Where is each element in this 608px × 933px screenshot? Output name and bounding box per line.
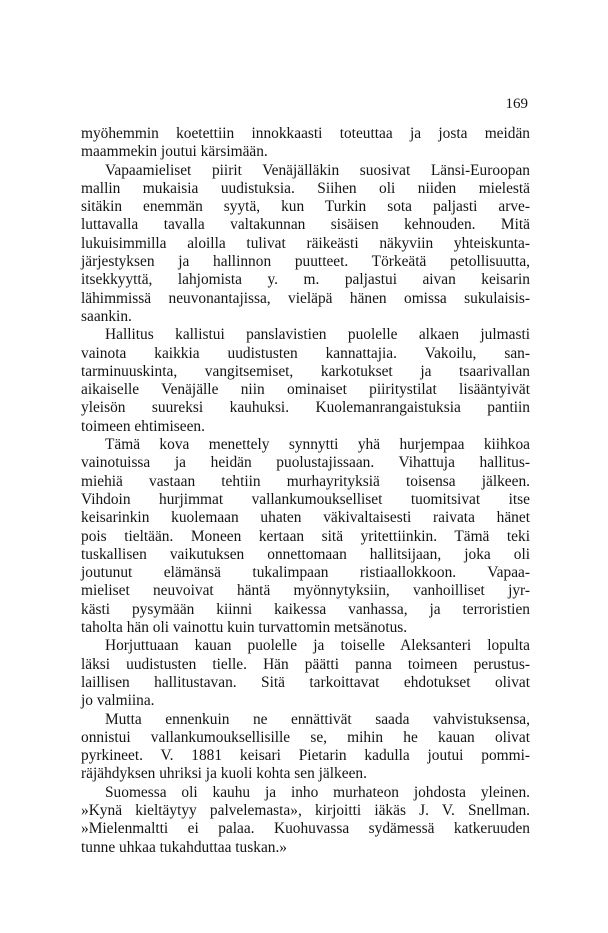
text-line: toimeen ehtimiseen. [81, 417, 205, 435]
page-number: 169 [505, 96, 528, 112]
text-line: myöhemmin koetettiin innokkaasti toteuttaa ja josta meidän [81, 125, 530, 142]
text-line: Mutta ennenkuin ne ennättivät saada vahvistuksensa, [105, 710, 530, 728]
text-line: sitäkin enemmän syytä, kun Turkin sota paljasti arve- [81, 198, 530, 216]
text-line: Vapaamieliset piirit Venäjälläkin suosivat Länsi-Euroopan [105, 161, 530, 179]
text-line: järjestyksen ja hallinnon puutteet. Törkeätä petollisuutta, [81, 253, 530, 271]
text-line: kästi pysymään kiinni kaikessa vanhassa, ja terroristien [81, 600, 530, 618]
text-line: itsekkyyttä, lahjomista y. m. paljastui aivan keisarin [81, 271, 530, 289]
text-line: joutunut elämänsä tukalimpaan ristiaallokkoon. Vapaa- [81, 564, 530, 582]
text-line: vainota kaikkia uudistusten kannattajia. Vakoilu, san- [81, 344, 530, 362]
text-line: mallin mukaisia uudistuksia. Siihen oli niiden mielestä [81, 179, 530, 197]
text-line: luttavalla tavalla valtakunnan sisäisen kehnouden. Mitä [81, 216, 530, 234]
text-line: Hallitus kallistui panslavistien puolelle alkaen julmasti [105, 326, 530, 344]
text-line: yleisön suureksi kauhuksi. Kuolemanrangaistuksia pantiin [81, 399, 530, 417]
text-line: mieliset neuvoivat häntä myönnytyksiin, vanhoilliset jyr- [81, 582, 530, 600]
text-line: lukuisimmilla aloilla tulivat räikeästi näkyviin yhteiskunta- [81, 234, 530, 252]
text-line: laillisen hallitustavan. Sitä tarkoittavat ehdotukset olivat [81, 673, 530, 691]
text-line: onnistui vallankumouksellisille se, mihin he kauan olivat [81, 728, 530, 746]
text-line: miehiä vastaan tehtiin murhayrityksiä toisensa jälkeen. [81, 472, 530, 490]
text-line: taholta hän oli vainottu kuin turvattomin metsänotus. [81, 619, 408, 637]
text-line: räjähdyksen uhriksi ja kuoli kohta sen jälkeen. [81, 765, 367, 783]
text-line: Vihdoin hurjimmat vallankumoukselliset tuomitsivat itse [81, 490, 530, 508]
text-line: jo valmiina. [81, 692, 155, 710]
text-line: läksi uudistusten tielle. Hän päätti panna toimeen perustus- [81, 655, 530, 673]
text-line: maammekin joutui kärsimään. [81, 143, 268, 161]
text-line: Tämä kova menettely synnytti yhä hurjempaa kiihkoa [105, 436, 530, 454]
text-line: pois tieltään. Moneen kertaan sitä yritettiinkin. Tämä teki [81, 527, 530, 545]
text-line: keisarinkin kuolemaan uhaten väkivaltaisesti raivata hänet [81, 509, 530, 527]
text-line: lähimmissä neuvonantajissa, vieläpä hänen omissa sukulaisis- [81, 289, 530, 307]
text-line: saankin. [81, 307, 132, 325]
body-text [81, 125, 530, 857]
text-line: »Mielenmaltti ei palaa. Kuohuvassa sydämessä katkeruuden [81, 820, 530, 838]
text-line: tuskallisen vaikutuksen onnettomaan hallitsijaan, joka oli [81, 545, 530, 563]
text-line: aikaiselle Venäjälle niin ominaiset piiritystilat lisääntyivät [81, 381, 530, 399]
text-line: tunne uhkaa tukahduttaa tuskan.» [81, 838, 288, 856]
text-line: pyrkineet. V. 1881 keisari Pietarin kadulla joutui pommi- [81, 747, 530, 765]
text-line: »Kynä kieltäytyy palvelemasta», kirjoitti iäkäs J. V. Snellman. [81, 801, 530, 819]
text-line: vainotuissa ja heidän puolustajissaan. Vihattuja hallitus- [81, 454, 530, 472]
text-line: Suomessa oli kauhu ja inho murhateon johdosta yleinen. [105, 783, 530, 801]
text-line: Horjuttuaan kauan puolelle ja toiselle Aleksanteri lopulta [105, 637, 530, 655]
text-line: tarminuuskinta, vangitsemiset, karkotukset ja tsaarivallan [81, 362, 530, 380]
